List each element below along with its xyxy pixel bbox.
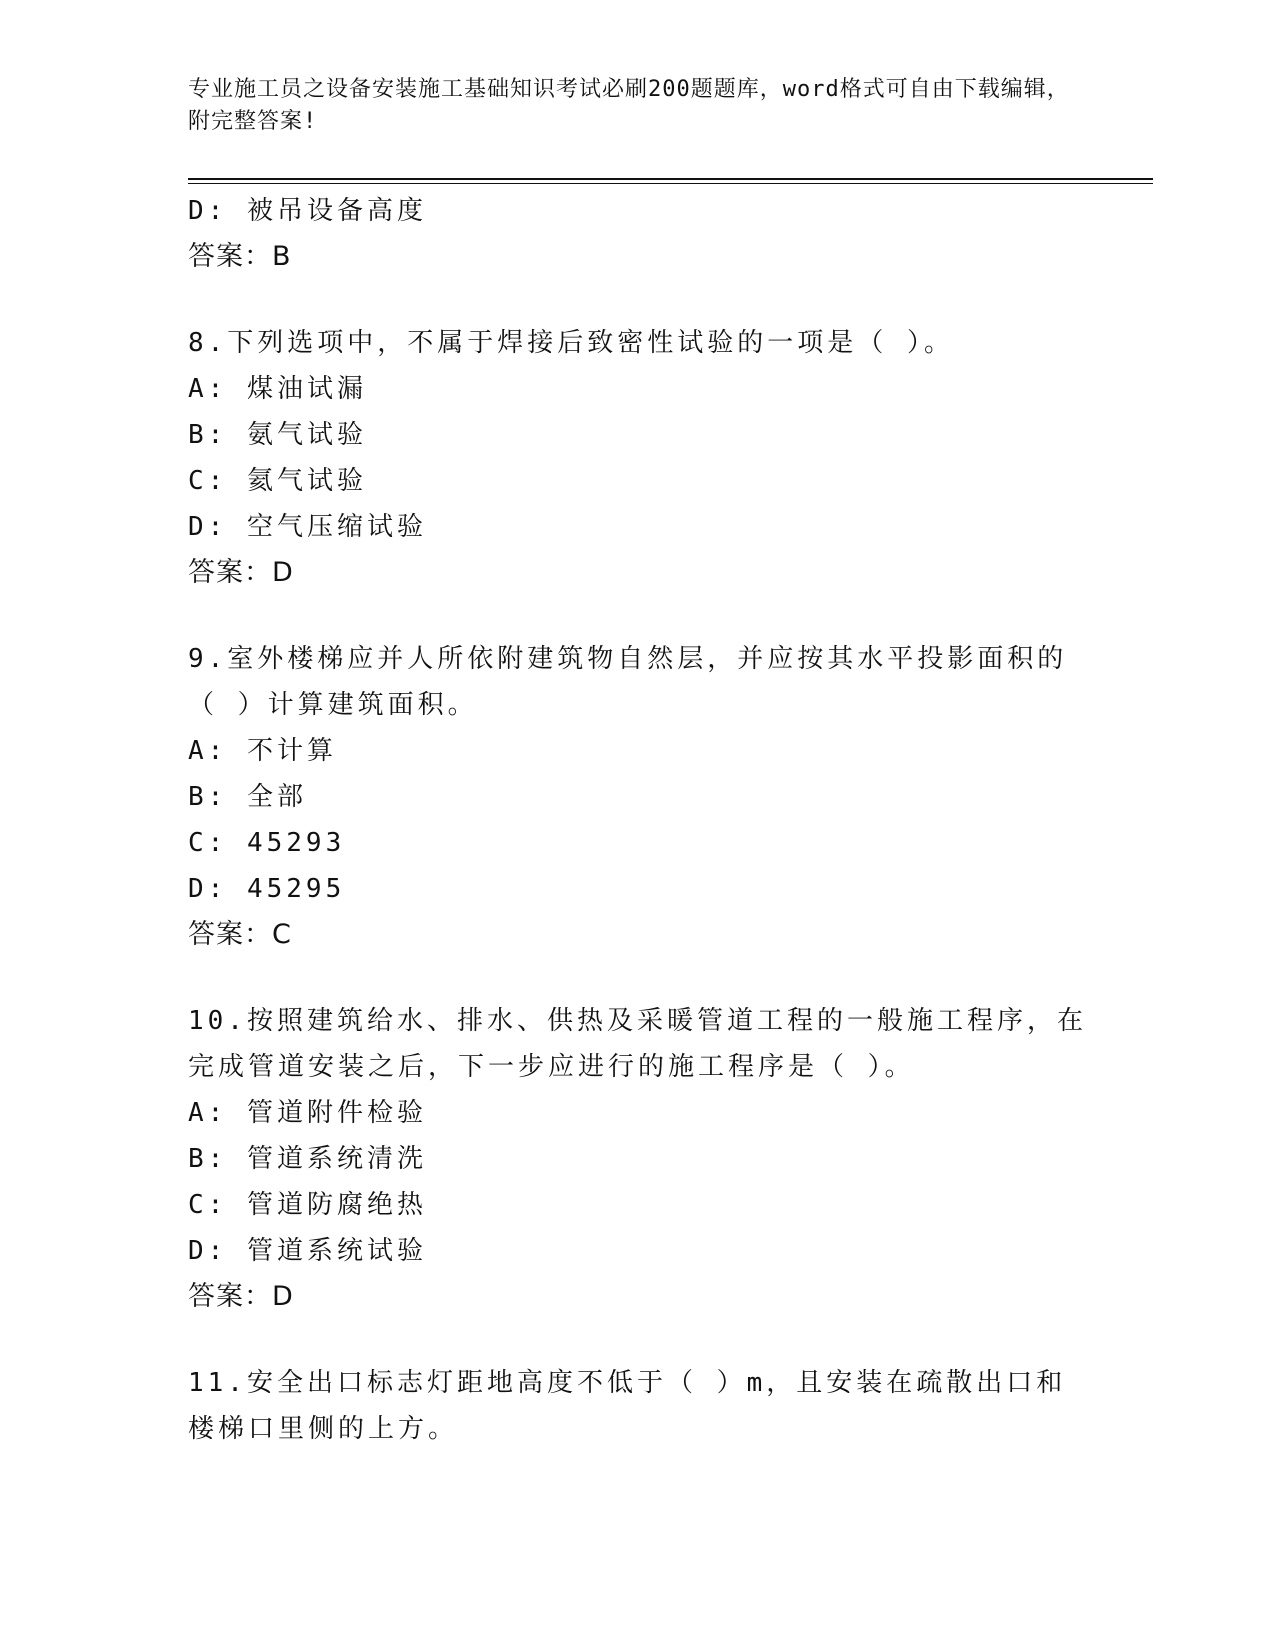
spacer bbox=[188, 958, 1088, 998]
header-divider-thin bbox=[188, 183, 1153, 184]
spacer bbox=[188, 1320, 1088, 1360]
answer: 答案：D bbox=[188, 557, 294, 588]
spacer bbox=[188, 280, 1088, 320]
option-d: D: 管道系统试验 bbox=[188, 1236, 427, 1266]
question-11 bbox=[188, 1360, 1088, 1452]
option-d: D: 空气压缩试验 bbox=[188, 512, 427, 542]
question-list bbox=[188, 188, 1088, 1452]
question-7-tail bbox=[188, 188, 1088, 280]
spacer bbox=[188, 596, 1088, 636]
answer: 答案：D bbox=[188, 1281, 294, 1312]
question-stem: 11.安全出口标志灯距地高度不低于（ ）m，且安装在疏散出口和楼梯口里侧的上方。 bbox=[188, 1368, 1067, 1444]
question-10 bbox=[188, 998, 1088, 1320]
option-a: A: 管道附件检验 bbox=[188, 1098, 427, 1128]
question-9 bbox=[188, 636, 1088, 958]
question-8 bbox=[188, 320, 1088, 596]
answer: 答案：C bbox=[188, 919, 292, 950]
option-c: C: 管道防腐绝热 bbox=[188, 1190, 427, 1220]
question-stem: 9.室外楼梯应并人所依附建筑物自然层，并应按其水平投影面积的（ ）计算建筑面积。 bbox=[188, 644, 1068, 720]
option-c: C: 45293 bbox=[188, 828, 346, 858]
option-a: A: 不计算 bbox=[188, 736, 337, 766]
question-stem: 8.下列选项中，不属于焊接后致密性试验的一项是（ ）。 bbox=[188, 328, 954, 358]
option-c: C: 氦气试验 bbox=[188, 466, 367, 496]
option-d: D: 被吊设备高度 bbox=[188, 196, 427, 226]
answer: 答案：B bbox=[188, 241, 292, 272]
option-d: D: 45295 bbox=[188, 874, 346, 904]
option-b: B: 管道系统清洗 bbox=[188, 1144, 427, 1174]
option-b: B: 全部 bbox=[188, 782, 307, 812]
option-b: B: 氨气试验 bbox=[188, 420, 367, 450]
header-divider-thick bbox=[188, 178, 1153, 180]
option-a: A: 煤油试漏 bbox=[188, 374, 367, 404]
question-stem: 10.按照建筑给水、排水、供热及采暖管道工程的一般施工程序，在完成管道安装之后，下一步应进行的施工程序是（ ）。 bbox=[188, 1006, 1087, 1082]
document-header: 专业施工员之设备安装施工基础知识考试必刷200题题库，word格式可自由下载编辑，附完整答案! bbox=[188, 77, 1070, 134]
